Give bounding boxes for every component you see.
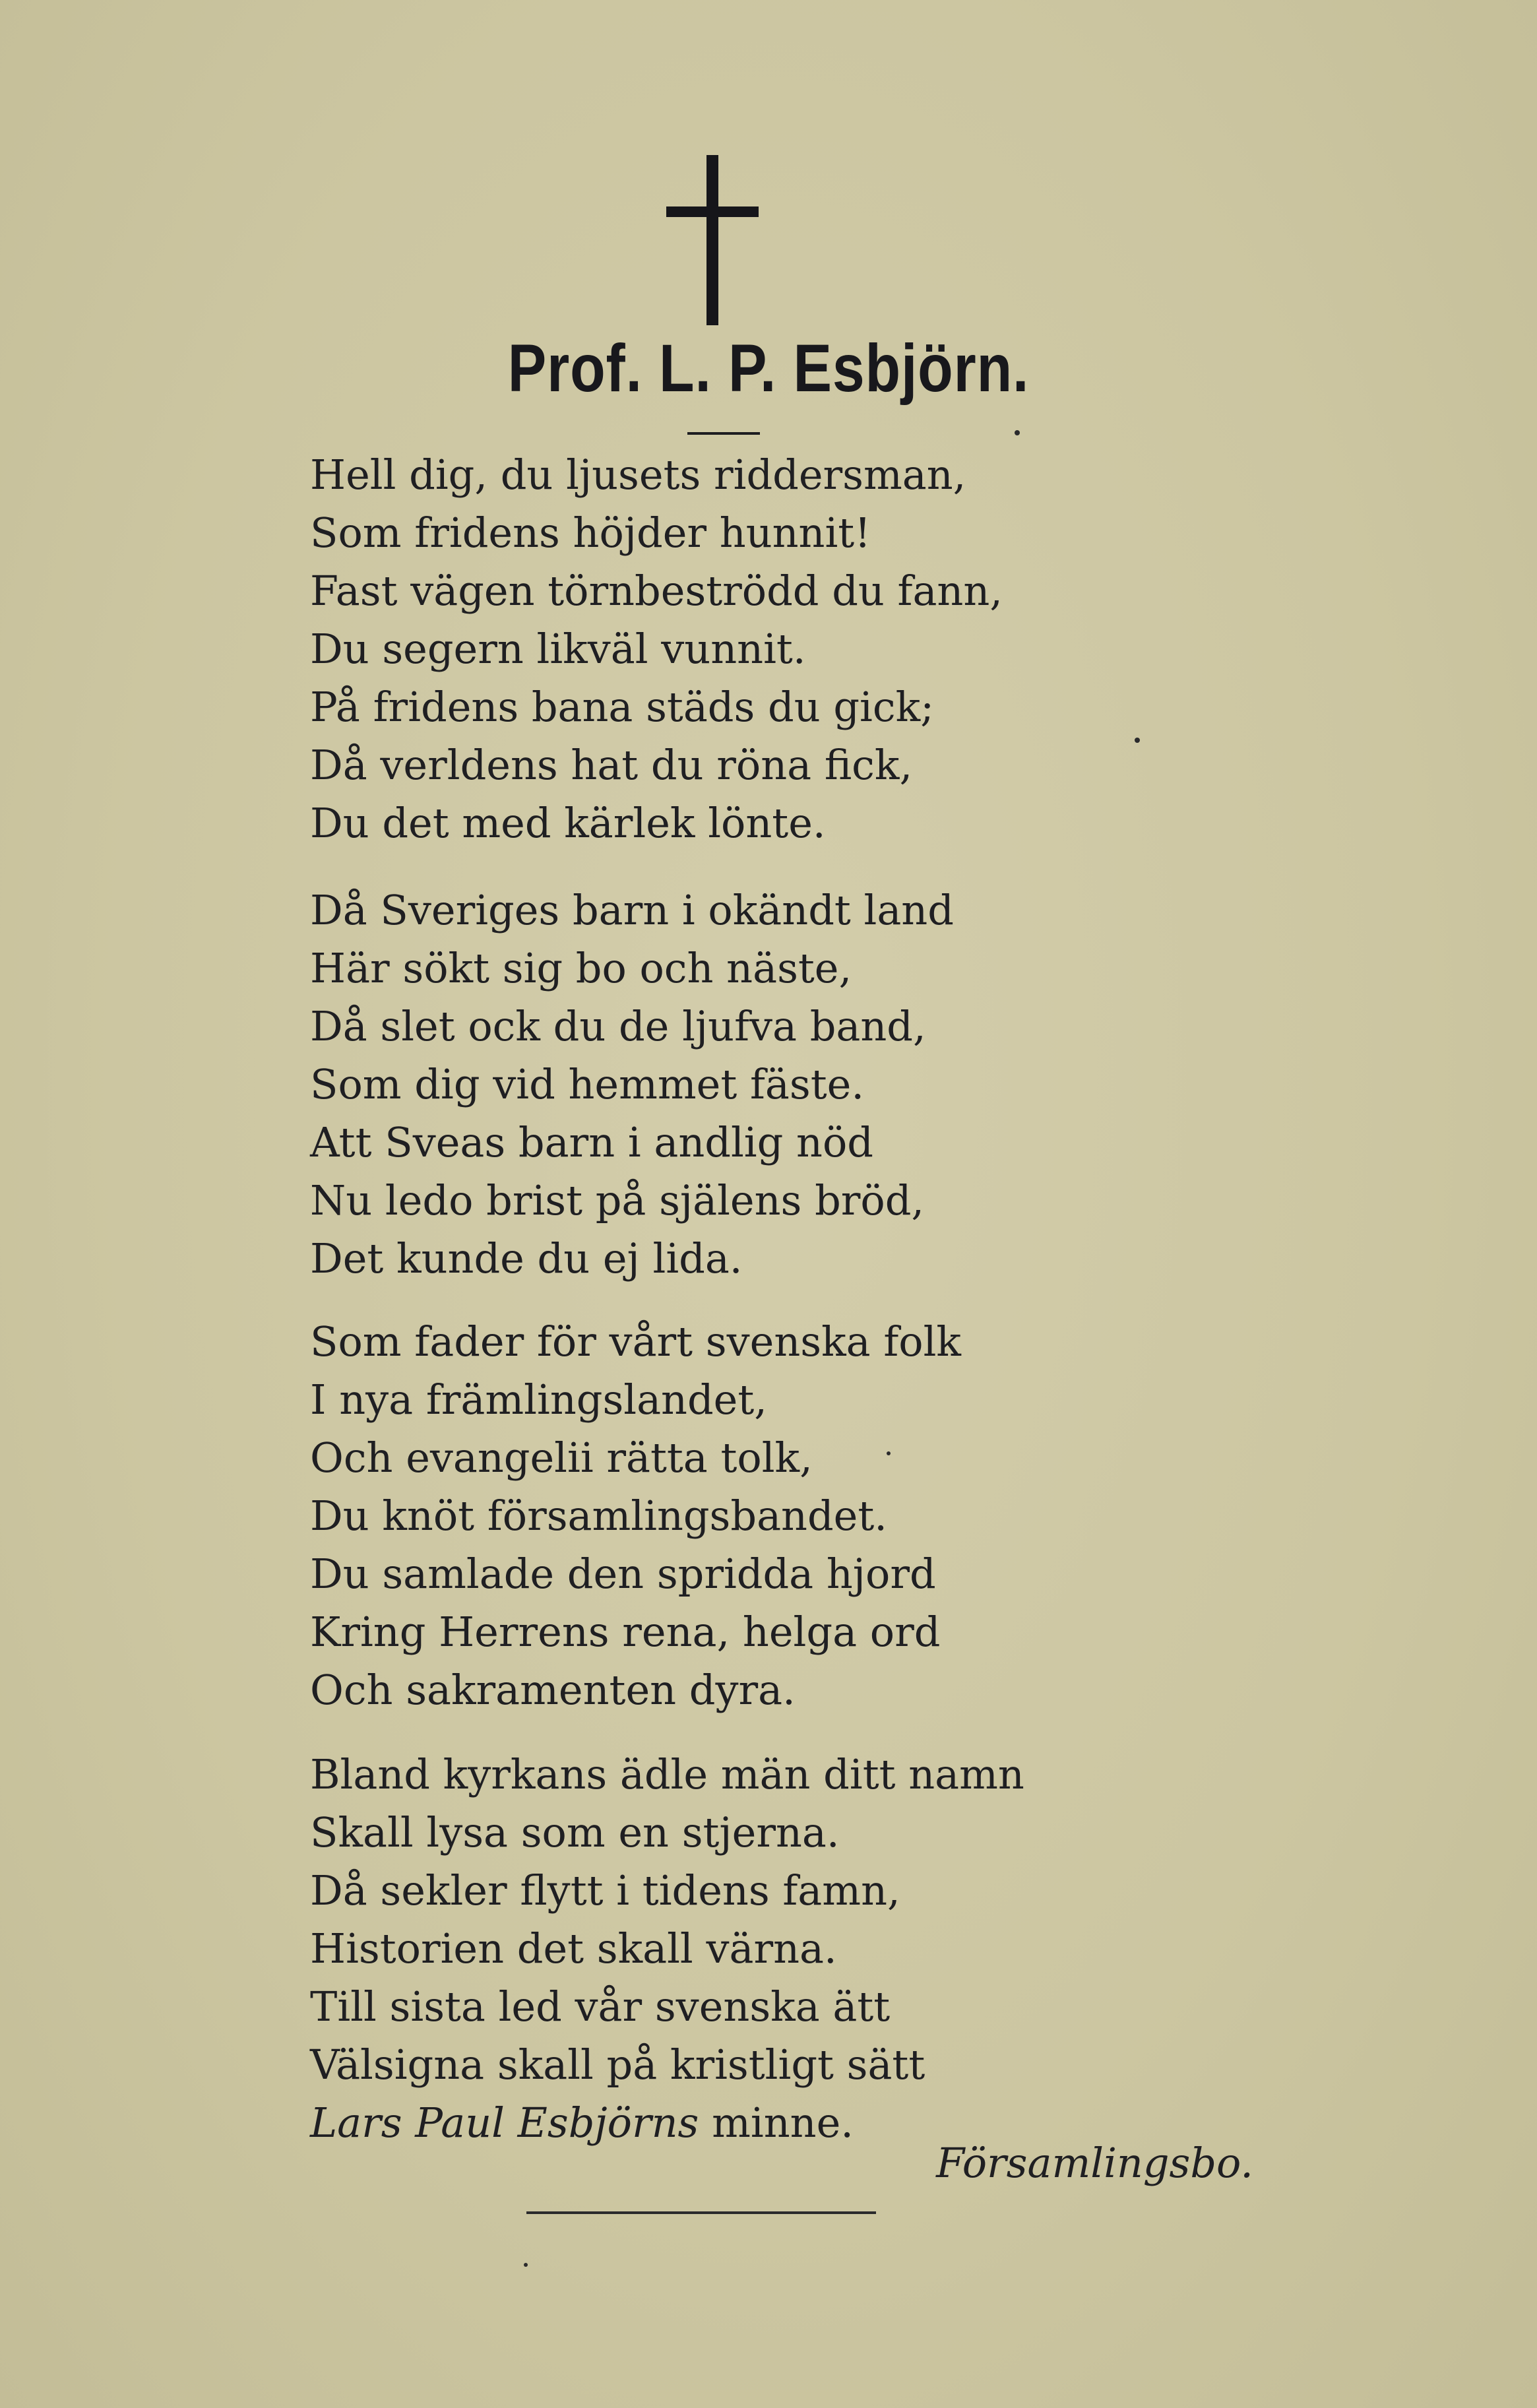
verse-line: Då verldens hat du röna fick, — [310, 741, 913, 789]
ink-speck — [1135, 738, 1140, 743]
ink-speck — [1015, 430, 1020, 435]
verse-line: Som fridens höjder hunnit! — [310, 509, 871, 557]
verse-line: Då slet ock du de ljufva band, — [310, 1002, 926, 1050]
verse-line: Då Sveriges barn i okändt land — [310, 886, 954, 934]
ink-speck — [524, 2263, 528, 2267]
stanza-3 — [310, 1313, 1234, 1719]
verse-line: Som dig vid hemmet fäste. — [310, 1060, 865, 1108]
verse-line: Fast vägen törnbeströdd du fann, — [310, 567, 1003, 615]
verse-line: På fridens bana städs du gick; — [310, 683, 935, 731]
verse-line: Historien det skall värna. — [310, 1924, 837, 1973]
stanza-2 — [310, 881, 1234, 1288]
verse-line: Du segern likväl vunnit. — [310, 625, 806, 673]
verse-line: Välsigna skall på kristligt sätt — [310, 2041, 925, 2089]
verse-line: Det kunde du ej lida. — [310, 1234, 743, 1283]
verse-line: Nu ledo brist på själens bröd, — [310, 1176, 925, 1224]
cross-icon — [666, 155, 759, 327]
dedicatee-name: Lars Paul Esbjörns — [310, 2099, 699, 2147]
verse-line: Hell dig, du ljusets riddersman, — [310, 451, 966, 499]
verse-line: Du det med kärlek lönte. — [310, 799, 826, 847]
stanza-1 — [310, 446, 1234, 852]
title-divider — [687, 432, 760, 435]
verse-line: Och sakramenten dyra. — [310, 1666, 796, 1714]
verse-line: Då sekler flytt i tidens famn, — [310, 1866, 900, 1915]
verse-line: Och evangelii rätta tolk, — [310, 1434, 813, 1482]
verse-line: Som fader för vårt svenska folk — [310, 1317, 962, 1366]
ink-speck — [887, 1451, 891, 1455]
bottom-divider — [526, 2211, 876, 2214]
page-title: Prof. L. P. Esbjörn. — [507, 331, 1030, 406]
verse-line: Kring Herrens rena, helga ord — [310, 1608, 941, 1656]
verse-line: Att Sveas barn i andlig nöd — [310, 1118, 873, 1166]
stanza-4 — [310, 1746, 1234, 2152]
verse-line: Du knöt församlingsbandet. — [310, 1492, 887, 1540]
verse-line: I nya främlingslandet, — [310, 1376, 767, 1424]
verse-line: Till sista led vår svenska ätt — [310, 1982, 891, 2031]
signature: Församlingsbo. — [936, 2139, 1253, 2187]
verse-line: Här sökt sig bo och näste, — [310, 944, 852, 992]
verse-line: Bland kyrkans ädle män ditt namn — [310, 1750, 1024, 1798]
verse-line: Du samlade den spridda hjord — [310, 1550, 936, 1598]
verse-line: Skall lysa som en stjerna. — [310, 1808, 840, 1856]
verse-line-final-rest: minne. — [699, 2099, 854, 2147]
